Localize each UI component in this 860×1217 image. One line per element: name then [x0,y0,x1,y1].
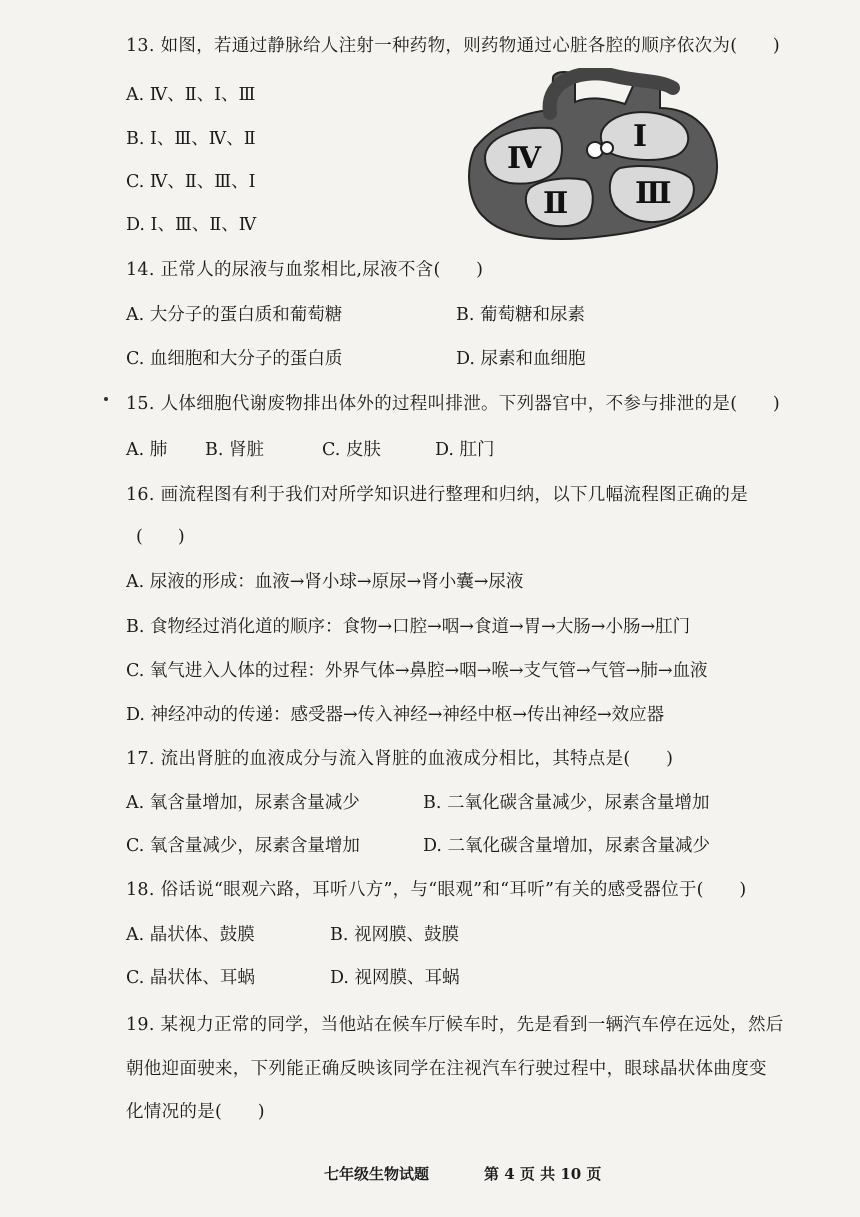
q17-stem: 17. 流出肾脏的血液成分与流入肾脏的血液成分相比，其特点是( ) [126,749,674,769]
q14-stem: 14. 正常人的尿液与血浆相比,尿液不含( ) [126,260,484,280]
q16-paren: ( ) [136,527,185,547]
q19-line2: 朝他迎面驶来，下列能正确反映该同学在注视汽车行驶过程中，眼球晶状体曲度变 [126,1059,767,1079]
label-iii: Ⅲ [635,176,672,211]
q13-option-a: A. Ⅳ、Ⅱ、Ⅰ、Ⅲ [126,85,256,105]
q18-option-c: C. 晶状体、耳蜗 [126,968,255,988]
q18-option-a: A. 晶状体、鼓膜 [126,925,255,945]
stray-mark [104,397,108,401]
q14-option-a: A. 大分子的蛋白质和葡萄糖 [126,305,343,325]
q17-option-a: A. 氧含量增加，尿素含量减少 [126,793,360,813]
q18-option-b: B. 视网膜、鼓膜 [330,925,459,945]
q16-option-c: C. 氧气进入人体的过程：外界气体→鼻腔→咽→喉→支气管→气管→肺→血液 [126,661,708,681]
q17-option-b: B. 二氧化碳含量减少，尿素含量增加 [423,793,710,813]
q13-option-d: D. Ⅰ、Ⅲ、Ⅱ、Ⅳ [126,215,257,235]
label-iv: Ⅳ [507,141,542,176]
q16-stem: 16. 画流程图有利于我们对所学知识进行整理和归纳，以下几幅流程图正确的是 [126,485,748,505]
q13-option-b: B. Ⅰ、Ⅲ、Ⅳ、Ⅱ [126,129,256,149]
q17-option-c: C. 氧含量减少，尿素含量增加 [126,836,360,856]
q18-option-d: D. 视网膜、耳蜗 [330,968,460,988]
q14-option-b: B. 葡萄糖和尿素 [456,305,585,325]
heart-diagram [455,68,720,248]
q17-option-d: D. 二氧化碳含量增加，尿素含量减少 [423,836,711,856]
q18-stem: 18. 俗话说“眼观六路，耳听八方”，与“眼观”和“耳听”有关的感受器位于( ) [126,880,747,900]
q19-line3: 化情况的是( ) [126,1102,265,1122]
q13-option-c: C. Ⅳ、Ⅱ、Ⅲ、Ⅰ [126,172,256,192]
q16-option-a: A. 尿液的形成：血液→肾小球→原尿→肾小囊→尿液 [126,572,524,592]
q14-option-d: D. 尿素和血细胞 [456,349,586,369]
q16-option-b: B. 食物经过消化道的顺序：食物→口腔→咽→食道→胃→大肠→小肠→肛门 [126,617,691,637]
q16-option-d: D. 神经冲动的传递：感受器→传入神经→神经中枢→传出神经→效应器 [126,705,665,725]
valve [601,142,613,154]
label-ii: Ⅱ [543,186,569,221]
footer-page-number: 第 4 页 共 10 页 [484,1165,602,1183]
label-i: Ⅰ [633,119,648,154]
q13-stem: 13. 如图，若通过静脉给人注射一种药物，则药物通过心脏各腔的顺序依次为( ) [126,36,781,56]
q19-line1: 19. 某视力正常的同学，当他站在候车厅候车时，先是看到一辆汽车停在远处，然后 [126,1015,784,1035]
q14-option-c: C. 血细胞和大分子的蛋白质 [126,349,343,369]
q15-option-a: A. 肺 [126,440,168,460]
q15-stem: 15. 人体细胞代谢废物排出体外的过程叫排泄。下列器官中，不参与排泄的是( ) [126,394,781,414]
q15-option-b: B. 肾脏 [205,440,264,460]
footer-title: 七年级生物试题 [324,1165,430,1183]
q15-option-d: D. 肛门 [435,440,495,460]
q15-option-c: C. 皮肤 [322,440,381,460]
